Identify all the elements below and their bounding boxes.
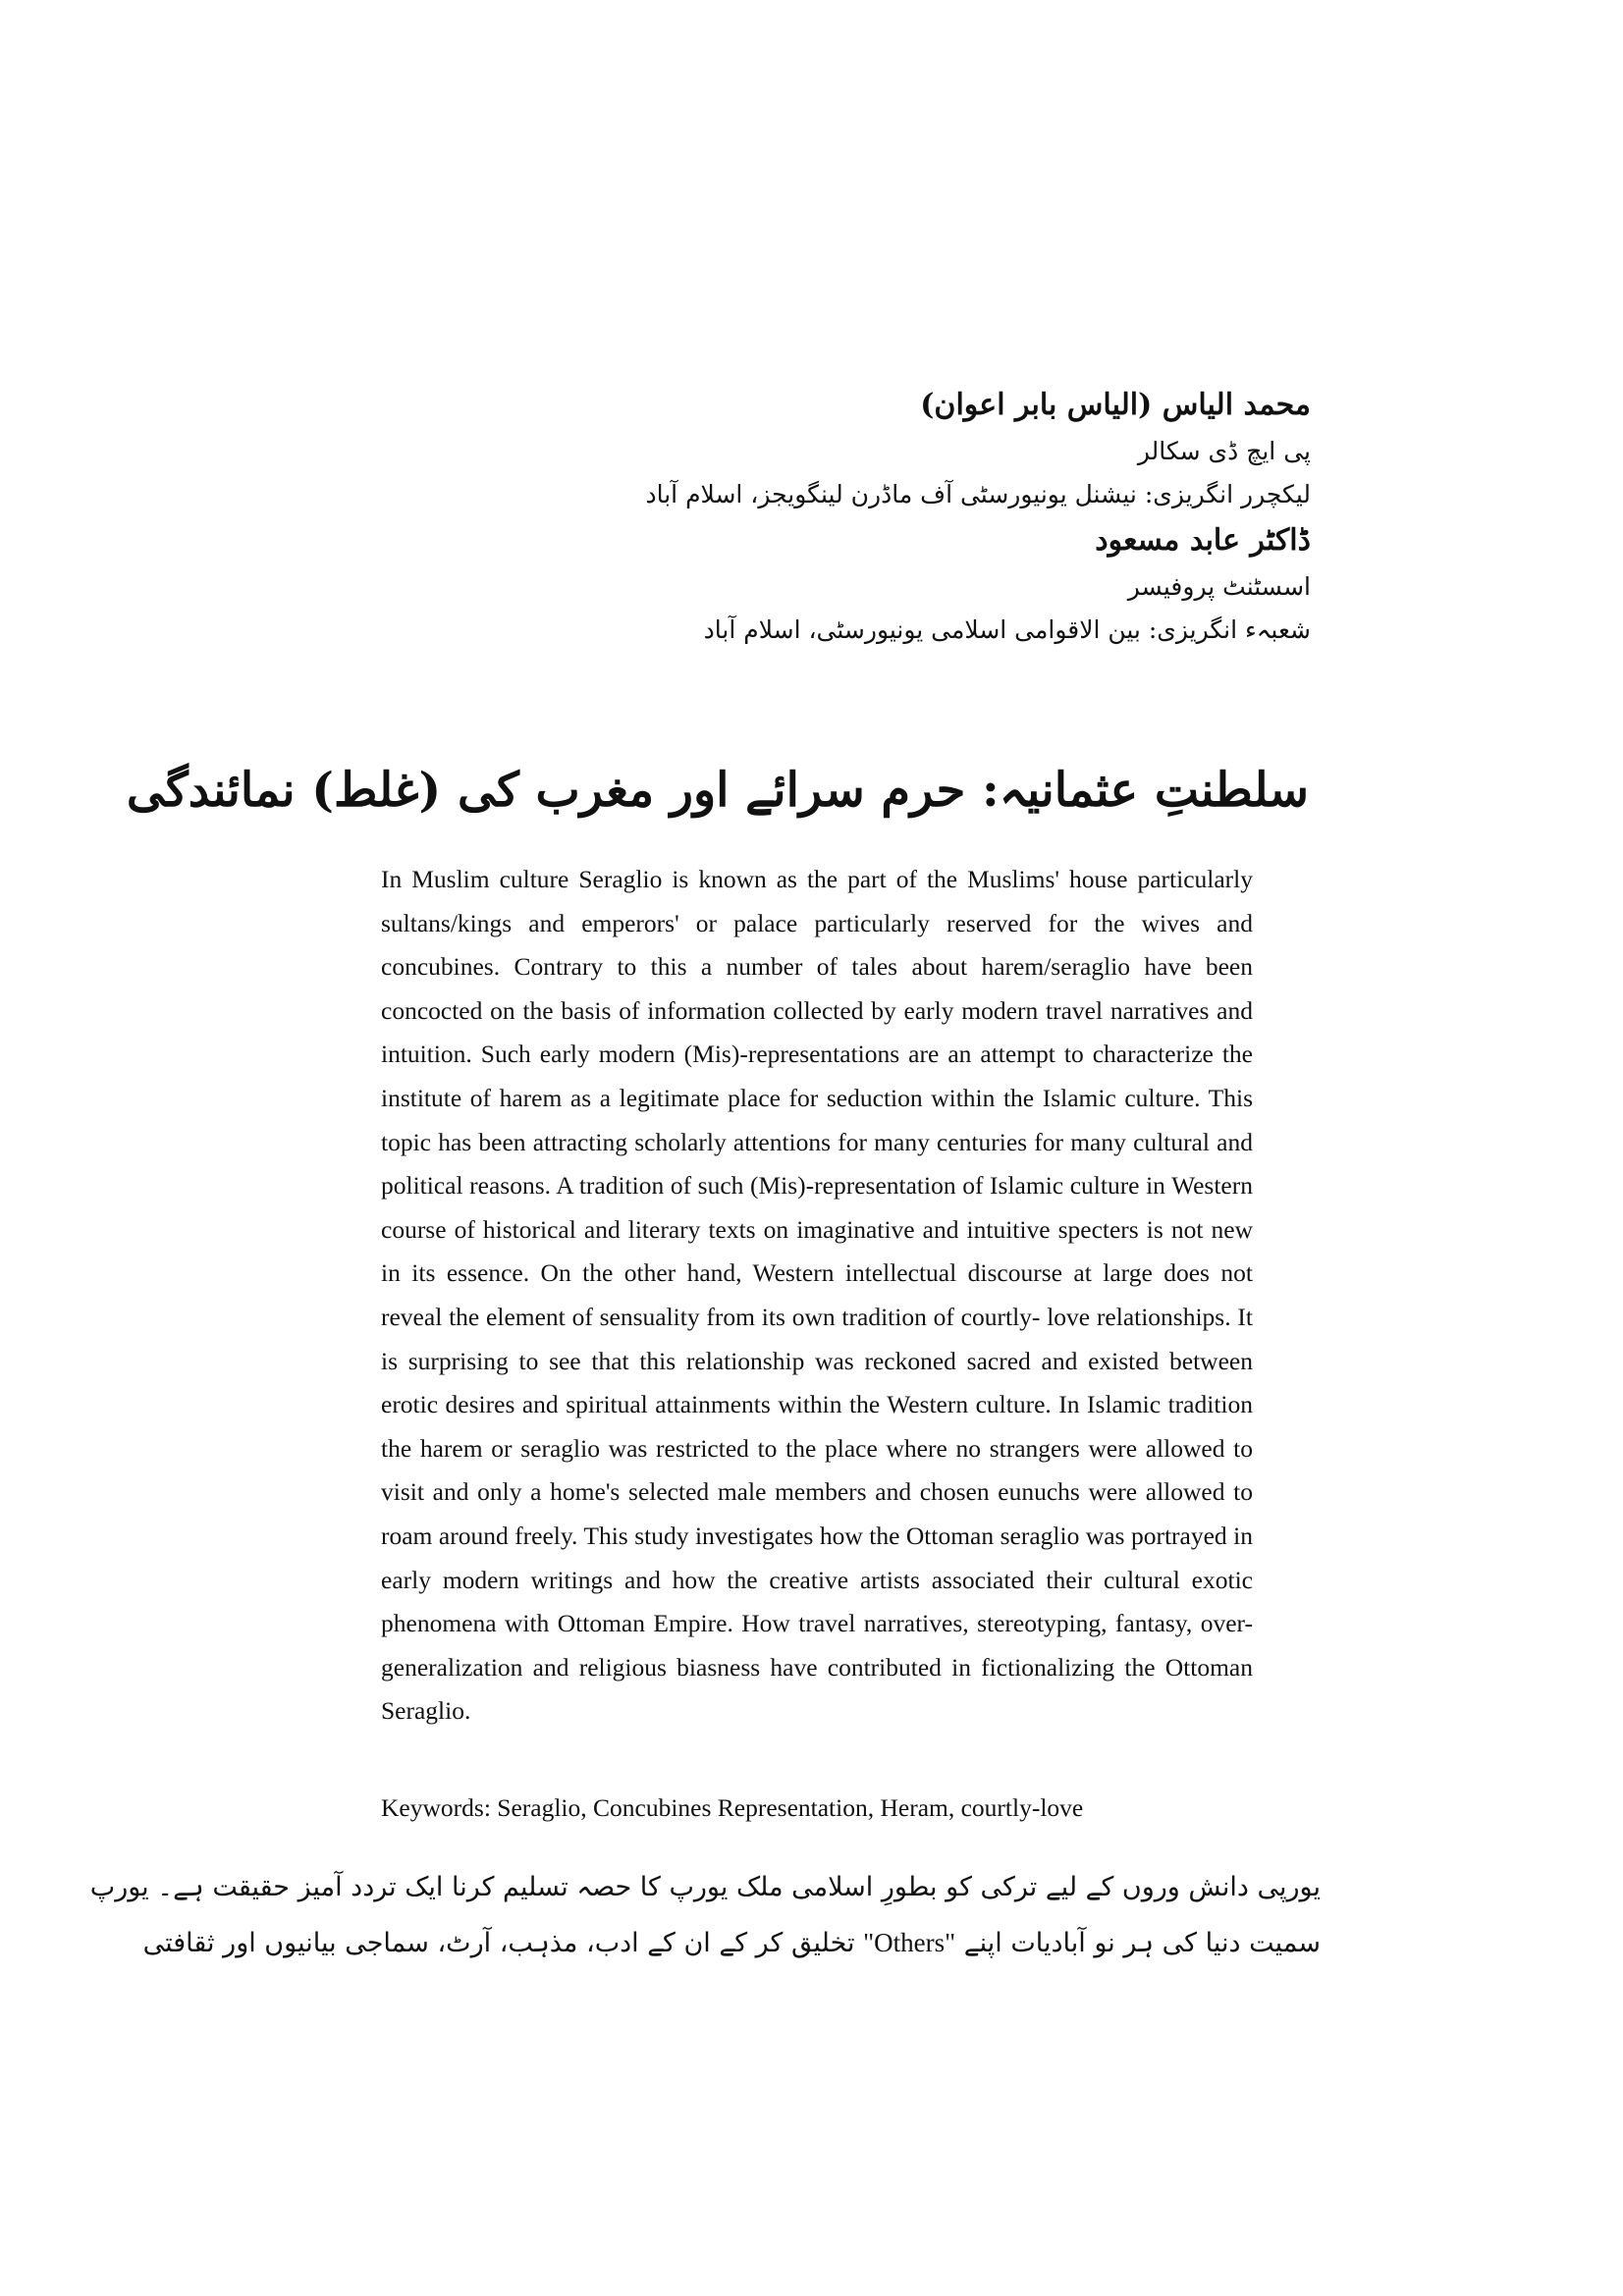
urdu-body-quoted-term: "Others"	[863, 1928, 956, 1957]
urdu-body-line-2-part-1: سمیت دنیا کی ہر نو آبادیات اپنے	[963, 1928, 1321, 1958]
urdu-body-line-1: یورپی دانش وروں کے لیے ترکی کو بطورِ اسلامی ملک یورپ کا حصہ تسلیم کرنا ایک تردد آمیز حقیقت ہے۔ یورپ	[89, 1872, 1321, 1902]
author-name-1: محمد الیاس (الیاس بابر اعوان)	[920, 388, 1311, 422]
paper-title: سلطنتِ عثمانیہ: حرم سرائے اور مغرب کی (غلط) نمائندگی	[126, 763, 1309, 818]
urdu-body-line-2-part-2: تخلیق کر کے ان کے ادب، مذہب، آرٹ، سماجی بیانیوں اور ثقافتی	[142, 1928, 855, 1958]
author-role-1: پی ایچ ڈی سکالر	[1137, 437, 1311, 465]
author-affiliation-1: لیکچرر انگریزی: نیشنل یونیورسٹی آف ماڈرن لینگویجز، اسلام آباد	[645, 480, 1311, 508]
urdu-body-text	[89, 1860, 1321, 1971]
author-block	[329, 381, 1311, 652]
abstract: In Muslim culture Seraglio is known as the part of the Muslims' house particularly sultans/kings and emperors' or palace particularly reserved for the wives and concubines. Contrary to this a number of tales about harem/seraglio have been concocted on the basis of information collected by early modern travel narratives and intuition. Such early modern (Mis)-representations are an attempt to characterize the institute of harem as a legitimate place for seduction within the Islamic culture. This topic has been attracting scholarly attentions for many centuries for many cultural and political reasons. A tradition of such (Mis)-representation of Islamic culture in Western course of historical and literary texts on imaginative and intuitive specters is not new in its essence. On the other hand, Western intellectual discourse at large does not reveal the element of sensuality from its own tradition of courtly- love relationships. It is surprising to see that this relationship was reckoned sacred and existed between erotic desires and spiritual attainments within the Western culture. In Islamic tradition the harem or seraglio was restricted to the place where no strangers were allowed to visit and only a home's selected male members and chosen eunuchs were allowed to roam around freely. This study investigates how the Ottoman seraglio was portrayed in early modern writings and how the creative artists associated their cultural exotic phenomena with Ottoman Empire. How travel narratives, stereotyping, fantasy, over-generalization and religious biasness have contributed in fictionalizing the Ottoman Seraglio.	[381, 865, 1253, 1726]
author-affiliation-2: شعبہء انگریزی: بین الاقوامی اسلامی یونیورسٹی، اسلام آباد	[703, 615, 1311, 644]
author-role-2: اسسٹنٹ پروفیسر	[1127, 572, 1311, 601]
keywords: Keywords: Seraglio, Concubines Representation, Heram, courtly-love	[381, 1793, 1084, 1822]
author-name-2: ڈاکٹر عابد مسعود	[1095, 523, 1311, 558]
urdu-body-line-2	[142, 1915, 1321, 1971]
